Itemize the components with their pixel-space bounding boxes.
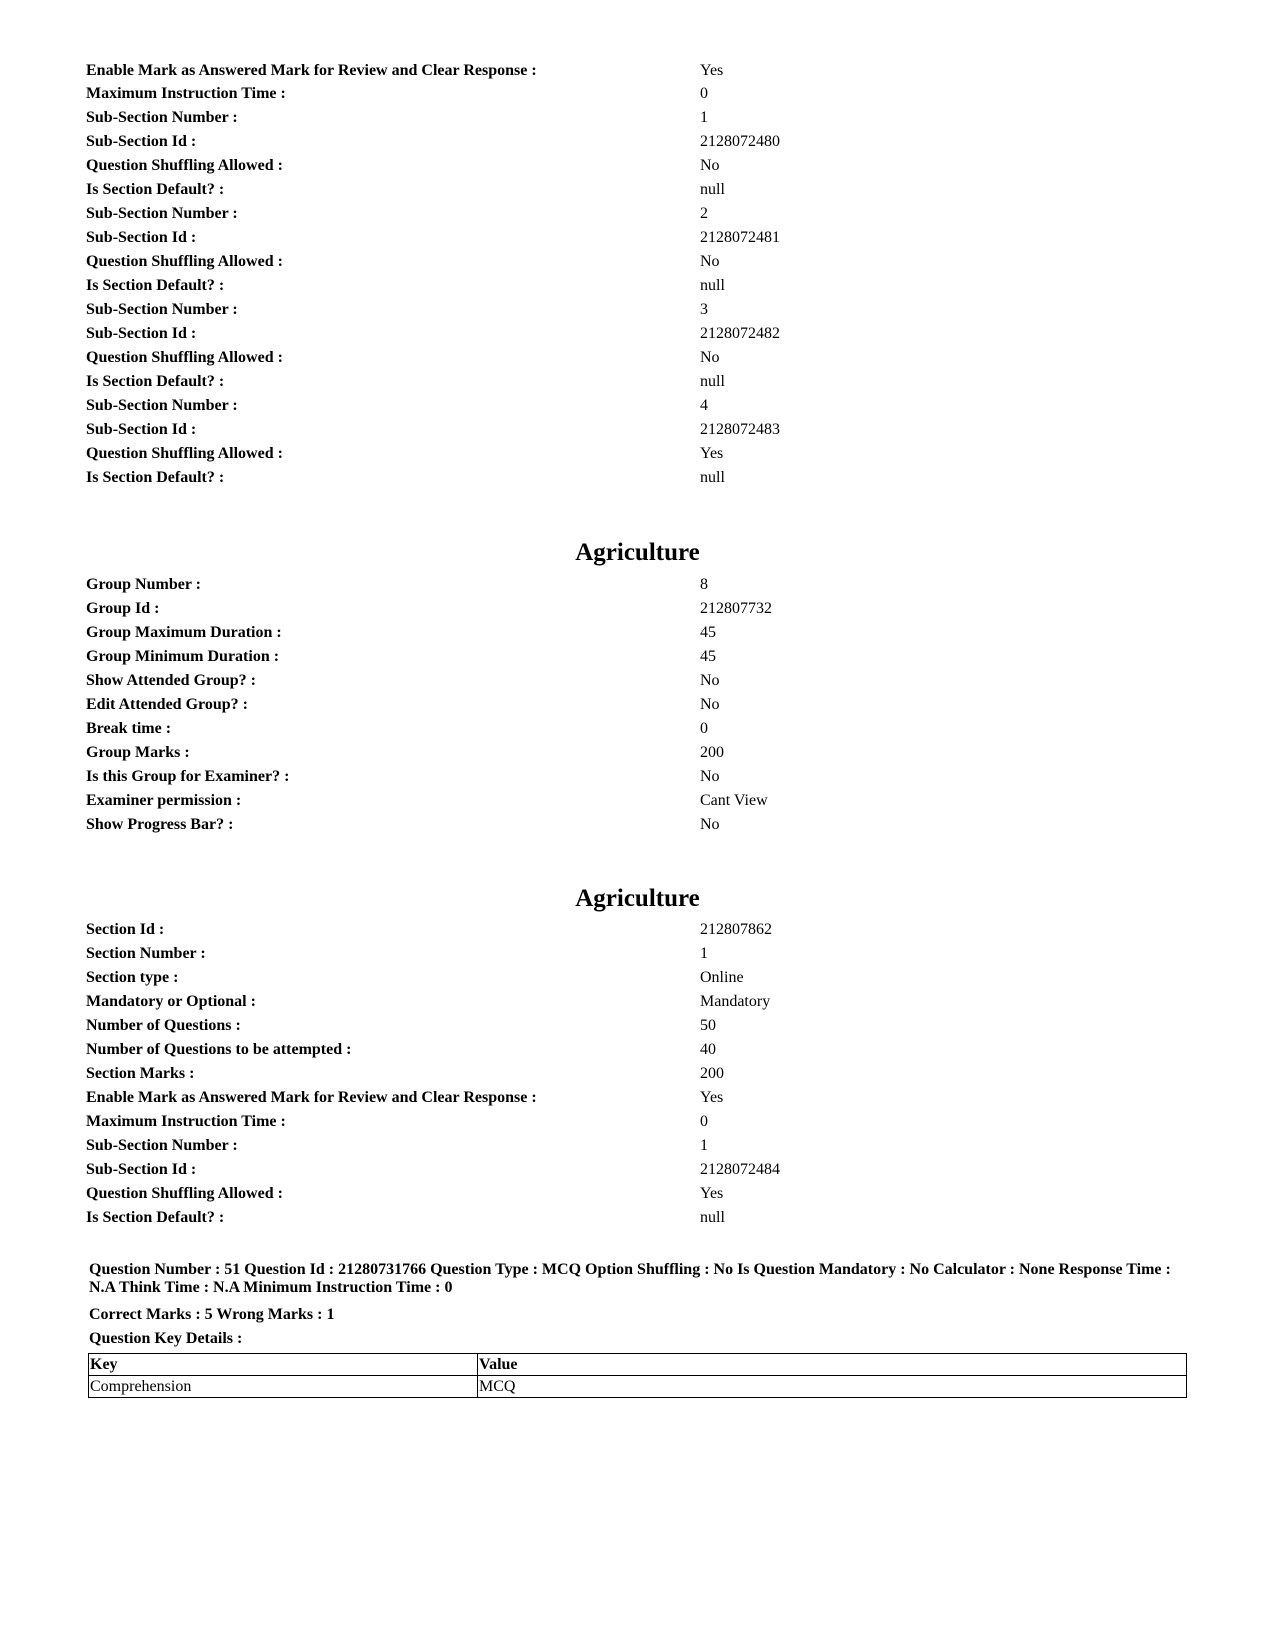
row-key: Sub-Section Id : [86,325,197,342]
row-value: Online [700,969,744,986]
row-value: 8 [700,576,708,593]
row-key: Edit Attended Group? : [86,696,248,713]
row-key: Show Progress Bar? : [86,816,234,833]
info-row [86,298,1186,322]
row-key: Question Shuffling Allowed : [86,1185,283,1202]
info-row [86,250,1186,274]
row-value: 0 [700,1113,708,1130]
row-key: Sub-Section Number : [86,109,238,126]
info-row [86,466,1186,490]
table-cell-key: Comprehension [89,1376,478,1398]
table-header-key: Key [89,1354,478,1376]
row-key: Group Maximum Duration : [86,624,282,641]
row-key: Sub-Section Id : [86,421,197,438]
row-value: No [700,157,720,174]
info-row [86,669,1186,693]
table-header-row [89,1354,1187,1376]
row-value: null [700,181,725,198]
row-key: Group Id : [86,600,160,617]
row-value: 212807862 [700,921,772,938]
info-row [86,346,1186,370]
question-header: Question Number : 51 Question Id : 21280731766 Question Type : MCQ Option Shuffling : No Is Question Mandatory : No Calculator : None Response Time : N.A Think Time : N.A Minimum Instruction Time : 0 [89,1261,1171,1296]
row-value: Yes [700,1185,724,1202]
info-row [86,274,1186,298]
row-key: Break time : [86,720,172,737]
row-key: Is Section Default? : [86,1209,225,1226]
row-key: Maximum Instruction Time : [86,1113,286,1130]
info-row [86,789,1186,813]
info-row [86,370,1186,394]
info-row [86,1158,1186,1182]
row-key: Mandatory or Optional : [86,993,256,1010]
row-key: Sub-Section Number : [86,301,238,318]
row-value: 2 [700,205,708,222]
info-row [86,645,1186,669]
info-row [86,1038,1186,1062]
row-key: Number of Questions : [86,1017,241,1034]
row-value: 212807732 [700,600,772,617]
row-value: 40 [700,1041,716,1058]
info-row [86,82,1186,106]
row-value: 4 [700,397,708,414]
row-key: Number of Questions to be attempted : [86,1041,352,1058]
row-key: Section Marks : [86,1065,195,1082]
row-key: Maximum Instruction Time : [86,85,286,102]
row-key: Is Section Default? : [86,277,225,294]
info-row [86,765,1186,789]
row-value: 1 [700,109,708,126]
info-row [86,154,1186,178]
info-row [86,442,1186,466]
table-header-value: Value [478,1354,1187,1376]
row-value: 0 [700,85,708,102]
question-key-table [88,1353,1187,1398]
row-value: 200 [700,1065,724,1082]
row-key: Sub-Section Id : [86,1161,197,1178]
info-row [86,226,1186,250]
row-value: No [700,768,720,785]
info-row [86,1206,1186,1230]
row-value: 2128072482 [700,325,780,342]
row-key: Group Marks : [86,744,190,761]
row-key: Section Number : [86,945,206,962]
row-key: Sub-Section Number : [86,205,238,222]
row-value: 2128072481 [700,229,780,246]
info-row [86,1086,1186,1110]
table-row [89,1376,1187,1398]
row-value: Mandatory [700,993,771,1010]
info-row [86,178,1186,202]
row-key: Sub-Section Id : [86,229,197,246]
info-row [86,990,1186,1014]
row-value: No [700,349,720,366]
row-key: Group Number : [86,576,201,593]
row-key: Enable Mark as Answered Mark for Review and Clear Response : [86,1089,537,1106]
row-key: Is this Group for Examiner? : [86,768,290,785]
question-key-details-label: Question Key Details : [89,1330,243,1347]
row-key: Sub-Section Id : [86,133,197,150]
row-value: No [700,253,720,270]
info-row [86,813,1186,837]
group-heading: Agriculture [575,539,700,566]
row-value: No [700,672,720,689]
row-key: Show Attended Group? : [86,672,256,689]
row-key: Is Section Default? : [86,181,225,198]
row-key: Section type : [86,969,179,986]
row-value: null [700,1209,725,1226]
info-row [86,1134,1186,1158]
row-value: 50 [700,1017,716,1034]
info-row [86,418,1186,442]
info-row [86,693,1186,717]
info-row [86,322,1186,346]
row-key: Examiner permission : [86,792,242,809]
row-key: Question Shuffling Allowed : [86,445,283,462]
row-value: 0 [700,720,708,737]
section-heading: Agriculture [575,885,700,912]
row-key: Question Shuffling Allowed : [86,253,283,270]
row-value: Cant View [700,792,768,809]
row-value: 1 [700,1137,708,1154]
info-row [86,394,1186,418]
info-row [86,1182,1186,1206]
info-row [86,942,1186,966]
row-value: null [700,469,725,486]
row-value: 200 [700,744,724,761]
info-row [86,597,1186,621]
row-value: Yes [700,1089,724,1106]
info-row [86,1110,1186,1134]
info-row [86,202,1186,226]
row-value: Yes [700,62,724,79]
row-value: No [700,696,720,713]
table-cell-value: MCQ [478,1376,1187,1398]
row-value: 2128072483 [700,421,780,438]
row-key: Group Minimum Duration : [86,648,280,665]
info-row [86,918,1186,942]
info-row [86,966,1186,990]
row-value: 2128072480 [700,133,780,150]
row-value: 3 [700,301,708,318]
row-key: Section Id : [86,921,165,938]
row-value: 1 [700,945,708,962]
row-key: Sub-Section Number : [86,1137,238,1154]
info-row [86,621,1186,645]
row-key: Is Section Default? : [86,373,225,390]
info-row [86,59,1186,83]
info-row [86,106,1186,130]
row-key: Question Shuffling Allowed : [86,157,283,174]
info-row [86,573,1186,597]
row-key: Question Shuffling Allowed : [86,349,283,366]
row-value: null [700,373,725,390]
row-value: 45 [700,648,716,665]
row-value: 45 [700,624,716,641]
info-row [86,1014,1186,1038]
row-value: No [700,816,720,833]
row-key: Sub-Section Number : [86,397,238,414]
row-value: null [700,277,725,294]
question-marks: Correct Marks : 5 Wrong Marks : 1 [89,1306,335,1323]
info-row [86,741,1186,765]
info-row [86,717,1186,741]
info-row [86,130,1186,154]
row-key: Is Section Default? : [86,469,225,486]
row-key: Enable Mark as Answered Mark for Review and Clear Response : [86,62,537,79]
info-row [86,1062,1186,1086]
row-value: 2128072484 [700,1161,780,1178]
row-value: Yes [700,445,724,462]
